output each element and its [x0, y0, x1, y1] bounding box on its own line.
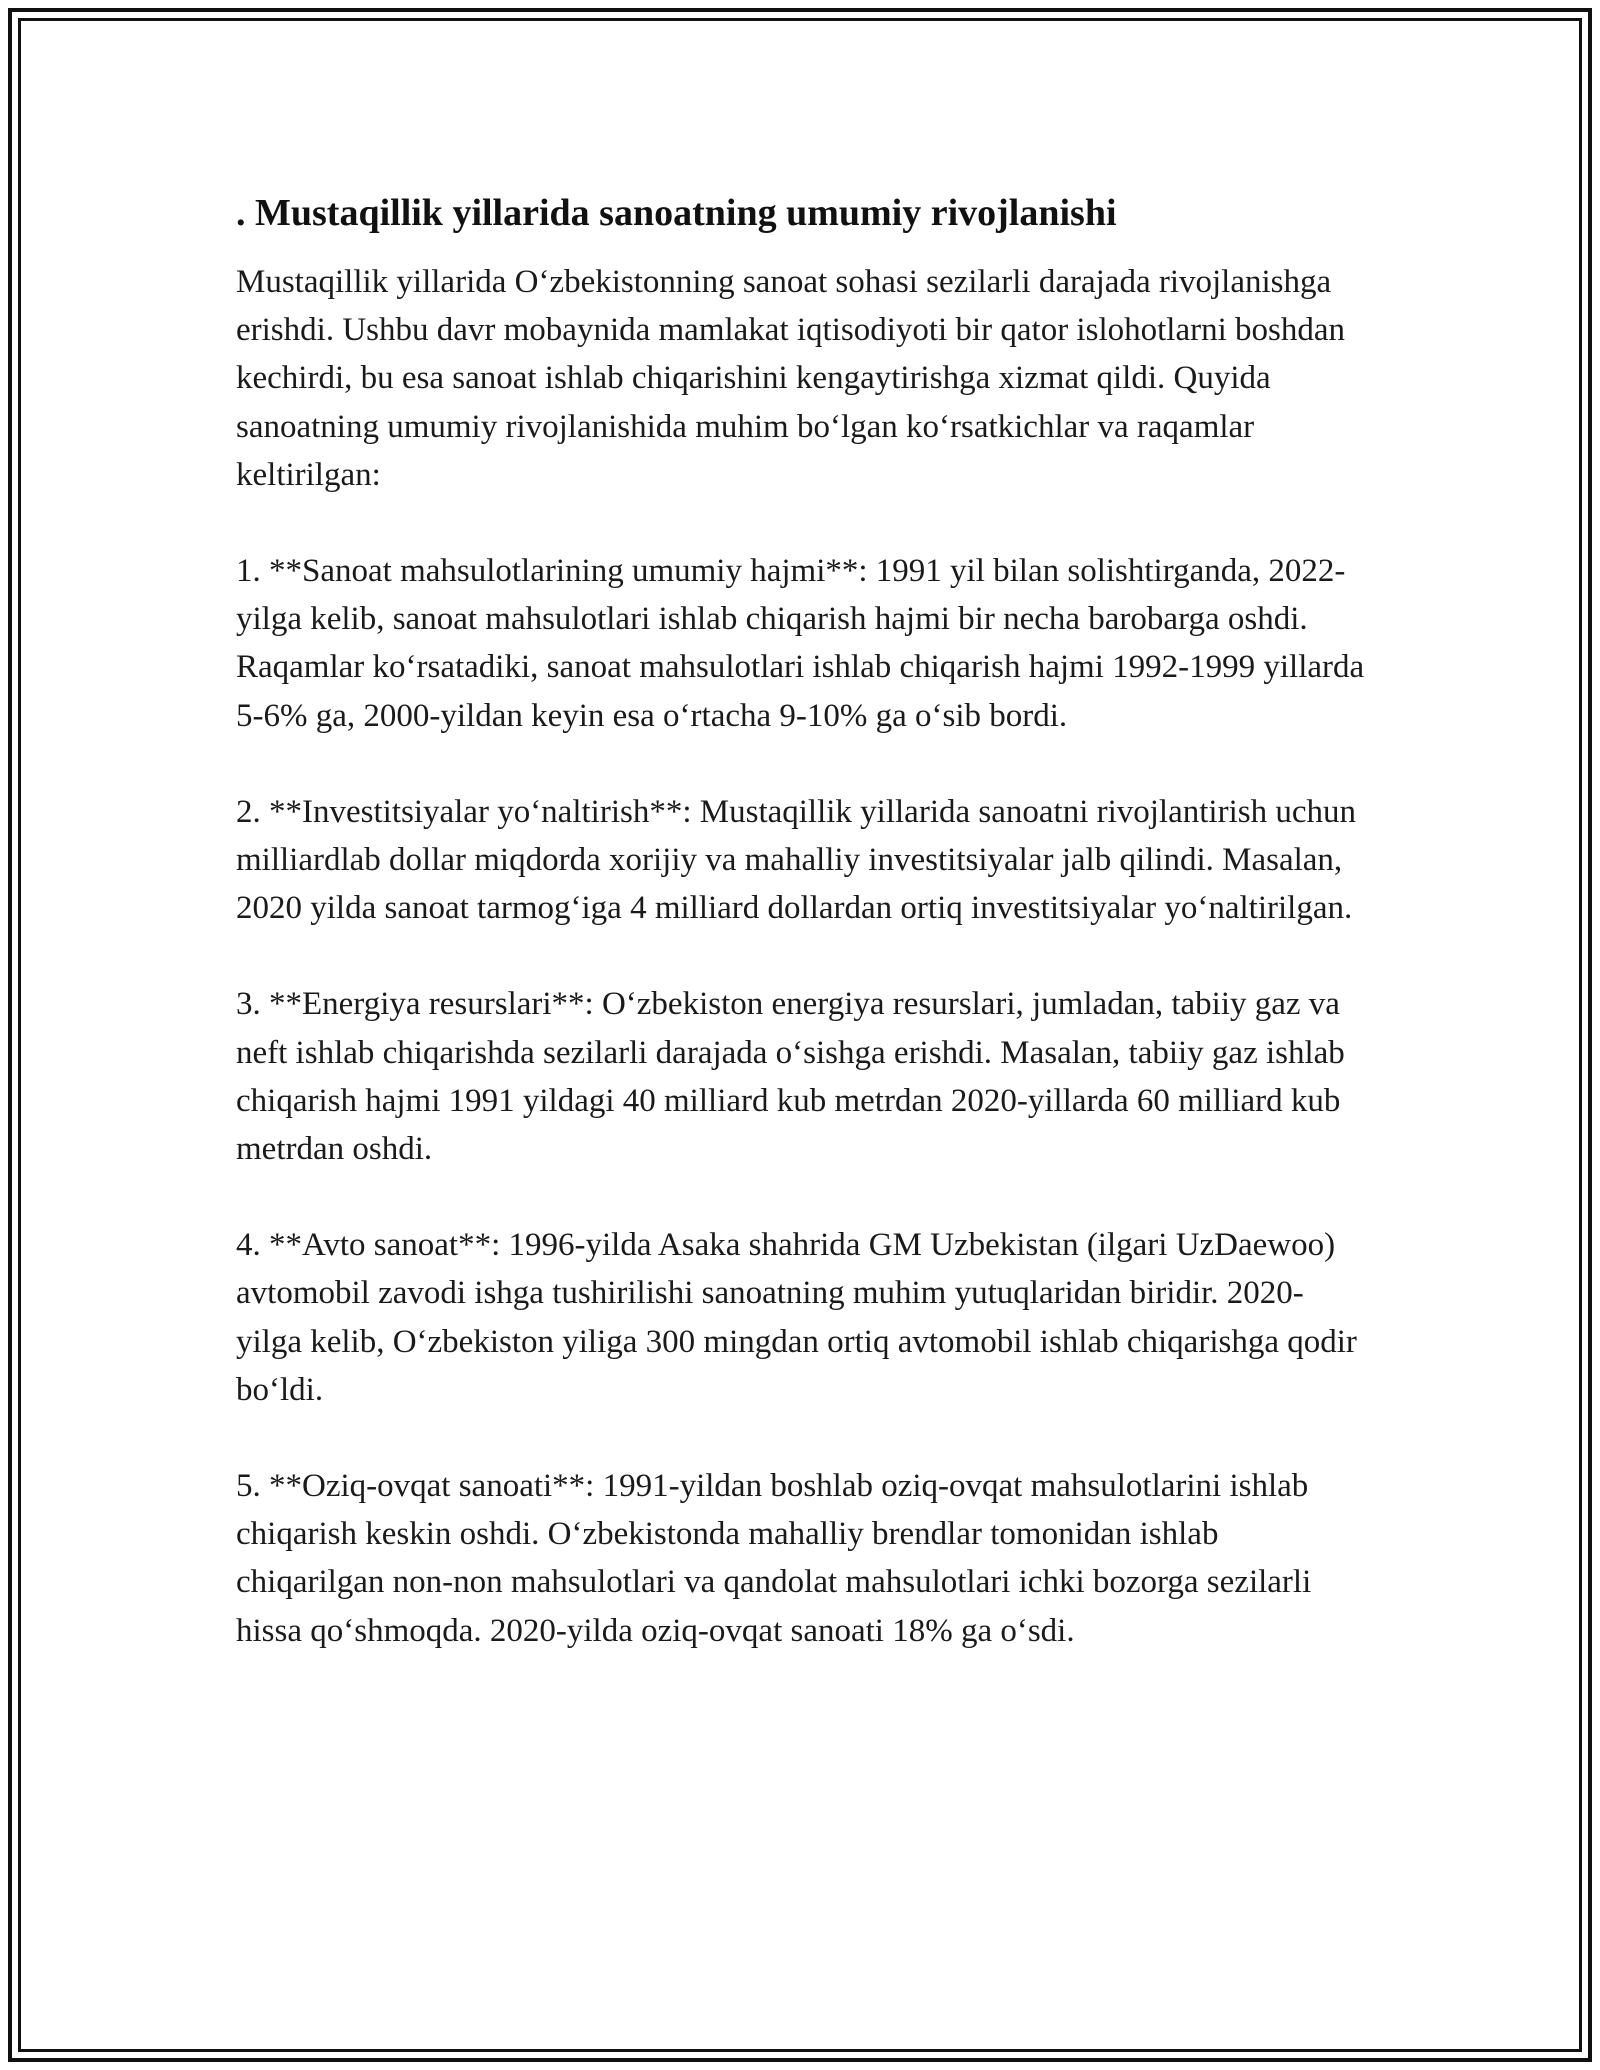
list-item-2: 2. **Investitsiyalar yo‘naltirish**: Mustaqillik yillarida sanoatni rivojlantirish uchun milliardlab dollar miqdorda xorijiy va mahalliy investitsiyalar jalb qilindi. Masalan, 2020 yilda sanoat tarmog‘iga 4 milliard dollardan ortiq investitsiyalar yo‘naltirilgan.	[236, 793, 1356, 927]
document-title: . Mustaqillik yillarida sanoatning umumiy rivojlanishi	[236, 192, 1117, 234]
list-item-3: 3. **Energiya resurslari**: O‘zbekiston energiya resurslari, jumladan, tabiiy gaz va neft ishlab chiqarishda sezilarli darajada o‘sishga erishdi. Masalan, tabiiy gaz ishlab chiqarish hajmi 1991 yildagi 40 milliard kub metrdan 2020-yillarda 60 milliard kub metrdan oshdi.	[236, 986, 1345, 1168]
intro-paragraph: Mustaqillik yillarida O‘zbekistonning sanoat sohasi sezilarli darajada rivojlanishga erishdi. Ushbu davr mobaynida mamlakat iqtisodiyoti bir qator islohotlarni boshdan kechirdi, bu esa sanoat ishlab chiqarishini kengaytirishga xizmat qildi. Quyida sanoatning umumiy rivojlanishida muhim bo‘lgan ko‘rsatkichlar va raqamlar keltirilgan:	[236, 264, 1345, 493]
list-item-4: 4. **Avto sanoat**: 1996-yilda Asaka shahrida GM Uzbekistan (ilgari UzDaewoo) avtomobil zavodi ishga tushirilishi sanoatning muhim yutuqlaridan biridir. 2020-yilga kelib, O‘zbekiston yiliga 300 mingdan ortiq avtomobil ishlab chiqarishga qodir bo‘ldi.	[236, 1227, 1357, 1408]
list-item-5: 5. **Oziq-ovqat sanoati**: 1991-yildan boshlab oziq-ovqat mahsulotlarini ishlab chiqarish keskin oshdi. O‘zbekistonda mahalliy brendlar tomonidan ishlab chiqarilgan non-non mahsulotlari va qandolat mahsulotlari ichki bozorga sezilarli hissa qo‘shmoqda. 2020-yilda oziq-ovqat sanoati 18% ga o‘sdi.	[236, 1468, 1312, 1649]
list-item-1: 1. **Sanoat mahsulotlarining umumiy hajmi**: 1991 yil bilan solishtirganda, 2022-yilga kelib, sanoat mahsulotlari ishlab chiqarish hajmi bir necha barobarga oshdi. Raqamlar ko‘rsatadiki, sanoat mahsulotlari ishlab chiqarish hajmi 1992-1999 yillarda 5-6% ga, 2000-yildan keyin esa o‘rtacha 9-10% ga o‘sib bordi.	[236, 553, 1365, 734]
document-body	[236, 185, 1366, 1655]
